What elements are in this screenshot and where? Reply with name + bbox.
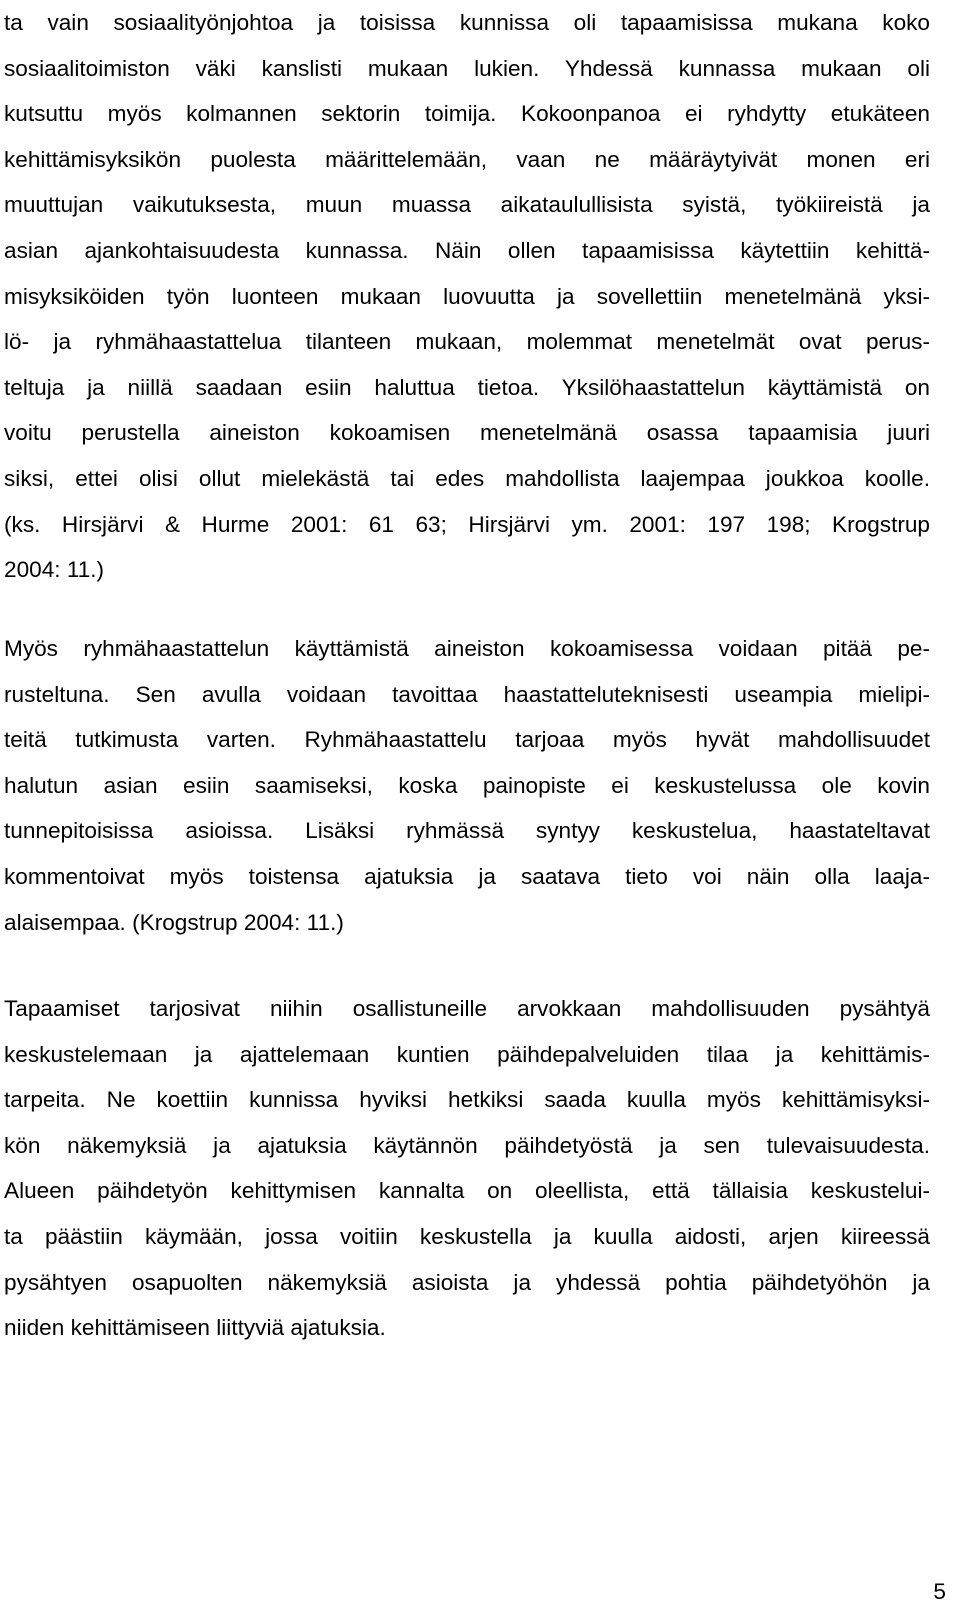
text-line: ta vain sosiaalityönjohtoa ja toisissa kunnissa oli tapaamisissa mukana koko [4,10,930,35]
text-line: asian ajankohtaisuudesta kunnassa. Näin ollen tapaamisissa käytettiin kehittä- [4,237,930,263]
text-line: tarpeita. Ne koettiin kunnissa hyviksi hetkiksi saada kuulla myös kehittämisyksi- [4,1087,930,1113]
text-line: kön näkemyksiä ja ajatuksia käytännön päihdetyöstä ja sen tulevaisuudesta. [4,1132,930,1158]
text-line: halutun asian esiin saamiseksi, koska painopiste ei keskustelussa ole kovin [4,772,930,798]
text-line: teltuja ja niillä saadaan esiin haluttua tietoa. Yksilöhaastattelun käyttämistä on [4,374,930,400]
text-line: alaisempaa. (Krogstrup 2004: 11.) [4,909,344,935]
text-line: kutsuttu myös kolmannen sektorin toimija. Kokoonpanoa ei ryhdytty etukäteen [4,101,930,127]
text-line: keskustelemaan ja ajattelemaan kuntien päihdepalveluiden tilaa ja kehittämis- [4,1041,930,1067]
text-line: tunnepitoisissa asioissa. Lisäksi ryhmässä syntyy keskustelua, haastateltavat [4,818,930,844]
text-line: Alueen päihdetyön kehittymisen kannalta on oleellista, että tällaisia keskusteluі- [4,1178,930,1204]
text-line: 2004: 11.) [4,557,105,583]
text-line: muuttujan vaikutuksesta, muun muassa aikataulullisista syistä, työkiireistä ja [4,192,930,218]
text-line: niiden kehittämiseen liittyviä ajatuksia. [4,1315,386,1341]
text-line: kehittämisyksikön puolesta määrittelemään, vaan ne määräytyivät monen eri [4,146,930,172]
text-line: siksi, ettei olisi ollut mielekästä tai edes mahdollista laajempaa joukkoa koolle. [4,465,930,491]
text-line: pysähtyen osapuolten näkemyksiä asioista ja yhdessä pohtia päihdetyöhön ja [4,1269,930,1295]
page-number: 5 [933,1579,946,1604]
text-line: Tapaamiset tarjosivat niihin osallistuneille arvokkaan mahdollisuuden pysähtyä [4,996,930,1021]
text-line: lö- ja ryhmähaastattelua tilanteen mukaan, molemmat menetelmät ovat perus- [4,329,930,355]
text-line: misyksiköiden työn luonteen mukaan luovuutta ja sovellettiin menetelmänä yksi- [4,283,930,309]
text-line: rusteltuna. Sen avulla voidaan tavoittaa haastatteluteknisesti useampia mielipi- [4,681,930,707]
text-line: Myös ryhmähaastattelun käyttämistä aineiston kokoamisessa voidaan pitää pe- [4,636,930,661]
text-line: teitä tutkimusta varten. Ryhmähaastattelu tarjoaa myös hyvät mahdollisuudet [4,727,930,753]
paragraph-1 [4,0,930,593]
text-line: voitu perustella aineiston kokoamisen menetelmänä osassa tapaamisia juuri [4,420,930,446]
paragraph-2 [4,626,930,945]
text-line: sosiaalitoimiston väki kanslisti mukaan lukien. Yhdessä kunnassa mukaan oli [4,55,930,81]
paragraph-3 [4,986,930,1351]
text-line: (ks. Hirsjärvi & Hurme 2001: 61 63; Hirsjärvi ym. 2001: 197 198; Krogstrup [4,511,930,537]
text-line: ta päästiin käymään, jossa voitiin keskustella ja kuulla aidosti, arjen kiireessä [4,1223,930,1249]
text-line: kommentoivat myös toistensa ajatuksia ja saatava tieto voi näin olla laaja- [4,863,930,889]
